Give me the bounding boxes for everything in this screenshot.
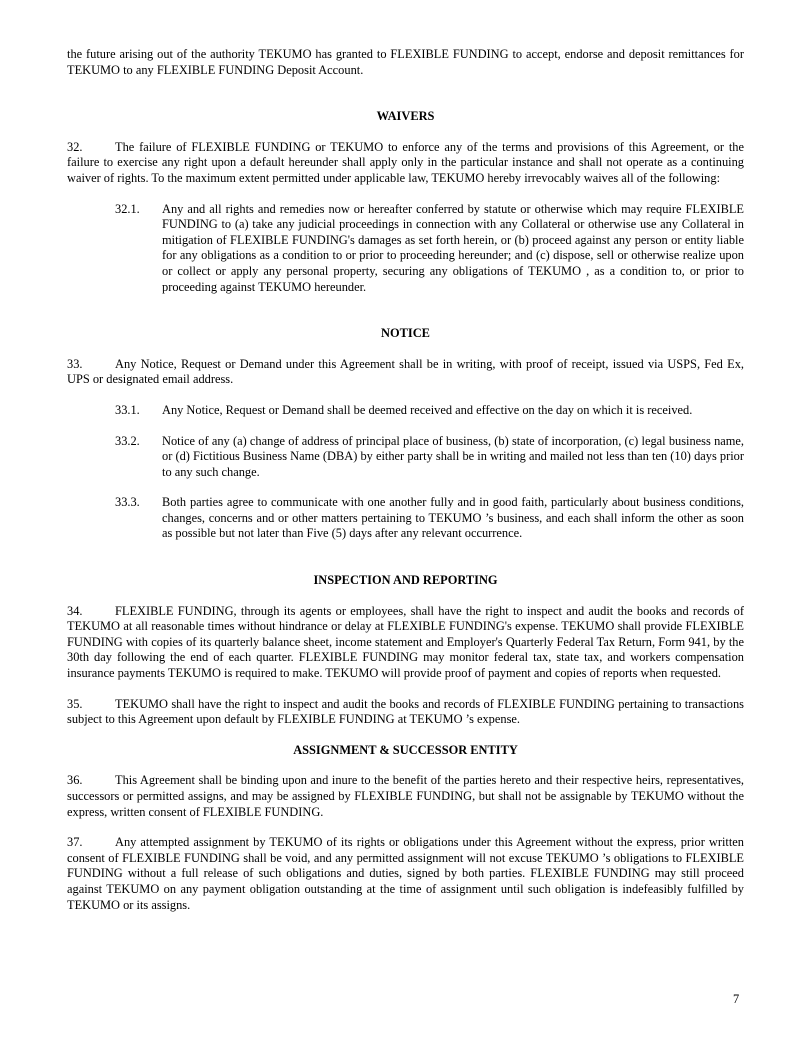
- paragraph-36-number: 36.: [67, 773, 83, 788]
- paragraph-36: [67, 773, 744, 820]
- waivers-heading: WAIVERS: [376, 109, 435, 124]
- paragraph-33-3-text: Both parties agree to communicate with one another fully and in good faith, particularly about business conditions, changes, concerns and or other matters pertaining to TEKUMO ’s business, and each shall inform the other as soon as possible but not later than Five (5) days after any relevant occurrence.: [162, 495, 744, 541]
- notice-heading: NOTICE: [381, 326, 430, 341]
- paragraph-32-number: 32.: [67, 139, 83, 154]
- paragraph-36-text: This Agreement shall be binding upon and inure to the benefit of the parties hereto and their respective heirs, representatives, successors or permitted assigns, and may be assigned by FLEXIBLE FUNDING, but shall not be assignable by TEKUMO without the express, written consent of FLEXIBLE FUNDING.: [67, 773, 744, 819]
- paragraph-37: [67, 835, 744, 913]
- document-page: [67, 47, 744, 913]
- paragraph-34-number: 34.: [67, 603, 83, 618]
- inspection-heading: INSPECTION AND REPORTING: [313, 573, 498, 588]
- paragraph-35: [67, 697, 744, 728]
- paragraph-37-number: 37.: [67, 835, 83, 850]
- paragraph-32-1: [67, 202, 744, 296]
- paragraph-33-2-number: 33.2.: [115, 433, 140, 448]
- paragraph-33: [67, 357, 744, 388]
- paragraph-32: [67, 140, 744, 187]
- paragraph-33-3-number: 33.3.: [115, 495, 140, 510]
- paragraph-32-1-text: Any and all rights and remedies now or hereafter conferred by statute or otherwise which may require FLEXIBLE FUNDING to (a) take any judicial proceedings in connection with any Collateral or otherwise use any Collateral in mitigation of FLEXIBLE FUNDING's damages as set forth herein, or (b) proceed against any person or entity liable for any obligations as a condition to or prior to proceeding hereunder; and (c) dispose, sell or otherwise realize upon or collect or apply any personal property, securing any obligations of TEKUMO , as a condition to, or prior to proceeding against TEKUMO hereunder.: [162, 201, 744, 294]
- paragraph-34-text: FLEXIBLE FUNDING, through its agents or employees, shall have the right to inspect and audit the books and records of TEKUMO at all reasonable times without hindrance or delay at FLEXIBLE FUNDING's expense. TEKUMO shall provide FLEXIBLE FUNDING with copies of its quarterly balance sheet, income statement and Employer's Quarterly Federal Tax Return, Form 941, by the 30th day following the end of each quarter. FLEXIBLE FUNDING may monitor federal tax, state tax, and workers compensation insurance payments TEKUMO is required to make. TEKUMO will provide proof of payment and copies of reports when requested.: [67, 603, 744, 681]
- intro-paragraph: the future arising out of the authority TEKUMO has granted to FLEXIBLE FUNDING to accept, endorse and deposit remittances for TEKUMO to any FLEXIBLE FUNDING Deposit Account.: [67, 47, 744, 77]
- paragraph-35-number: 35.: [67, 696, 83, 711]
- paragraph-33-2-text: Notice of any (a) change of address of principal place of business, (b) state of incorporation, (c) legal business name, or (d) Fictitious Business Name (DBA) by either party shall be in writing and mailed not less than ten (10) days prior to any such change.: [162, 433, 744, 479]
- paragraph-33-number: 33.: [67, 356, 83, 371]
- paragraph-33-1-text: Any Notice, Request or Demand shall be deemed received and effective on the day on which it is received.: [162, 402, 693, 417]
- paragraph-37-text: Any attempted assignment by TEKUMO of its rights or obligations under this Agreement without the express, prior written consent of FLEXIBLE FUNDING shall be void, and any permitted assignment will not excuse TEKUMO ’s obligations to FLEXIBLE FUNDING without a full release of such obligations and duties, signed by both parties. FLEXIBLE FUNDING may still proceed against TEKUMO on any payment obligation outstanding at the time of assignment until such obligation is indefeasibly fulfilled by TEKUMO or its assigns.: [67, 835, 744, 912]
- paragraph-32-text: The failure of FLEXIBLE FUNDING or TEKUMO to enforce any of the terms and provisions of this Agreement, or the failure to exercise any right upon a default hereunder shall apply only in the particular instance and shall not operate as a continuing waiver of rights. To the maximum extent permitted under applicable law, TEKUMO hereby irrevocably waives all of the following:: [67, 139, 744, 185]
- paragraph-34: [67, 604, 744, 682]
- paragraph-33-3: [67, 495, 744, 542]
- paragraph-35-text: TEKUMO shall have the right to inspect and audit the books and records of FLEXIBLE FUNDING pertaining to transactions subject to this Agreement upon default by FLEXIBLE FUNDING at TEKUMO ’s expense.: [67, 696, 744, 727]
- assignment-heading: ASSIGNMENT & SUCCESSOR ENTITY: [293, 742, 518, 757]
- paragraph-33-1: [67, 403, 744, 419]
- page-number: 7: [733, 992, 740, 1006]
- paragraph-33-1-number: 33.1.: [115, 402, 140, 417]
- paragraph-32-1-number: 32.1.: [115, 201, 140, 216]
- paragraph-33-text: Any Notice, Request or Demand under this Agreement shall be in writing, with proof of receipt, issued via USPS, Fed Ex, UPS or designated email address.: [67, 356, 744, 387]
- paragraph-33-2: [67, 434, 744, 481]
